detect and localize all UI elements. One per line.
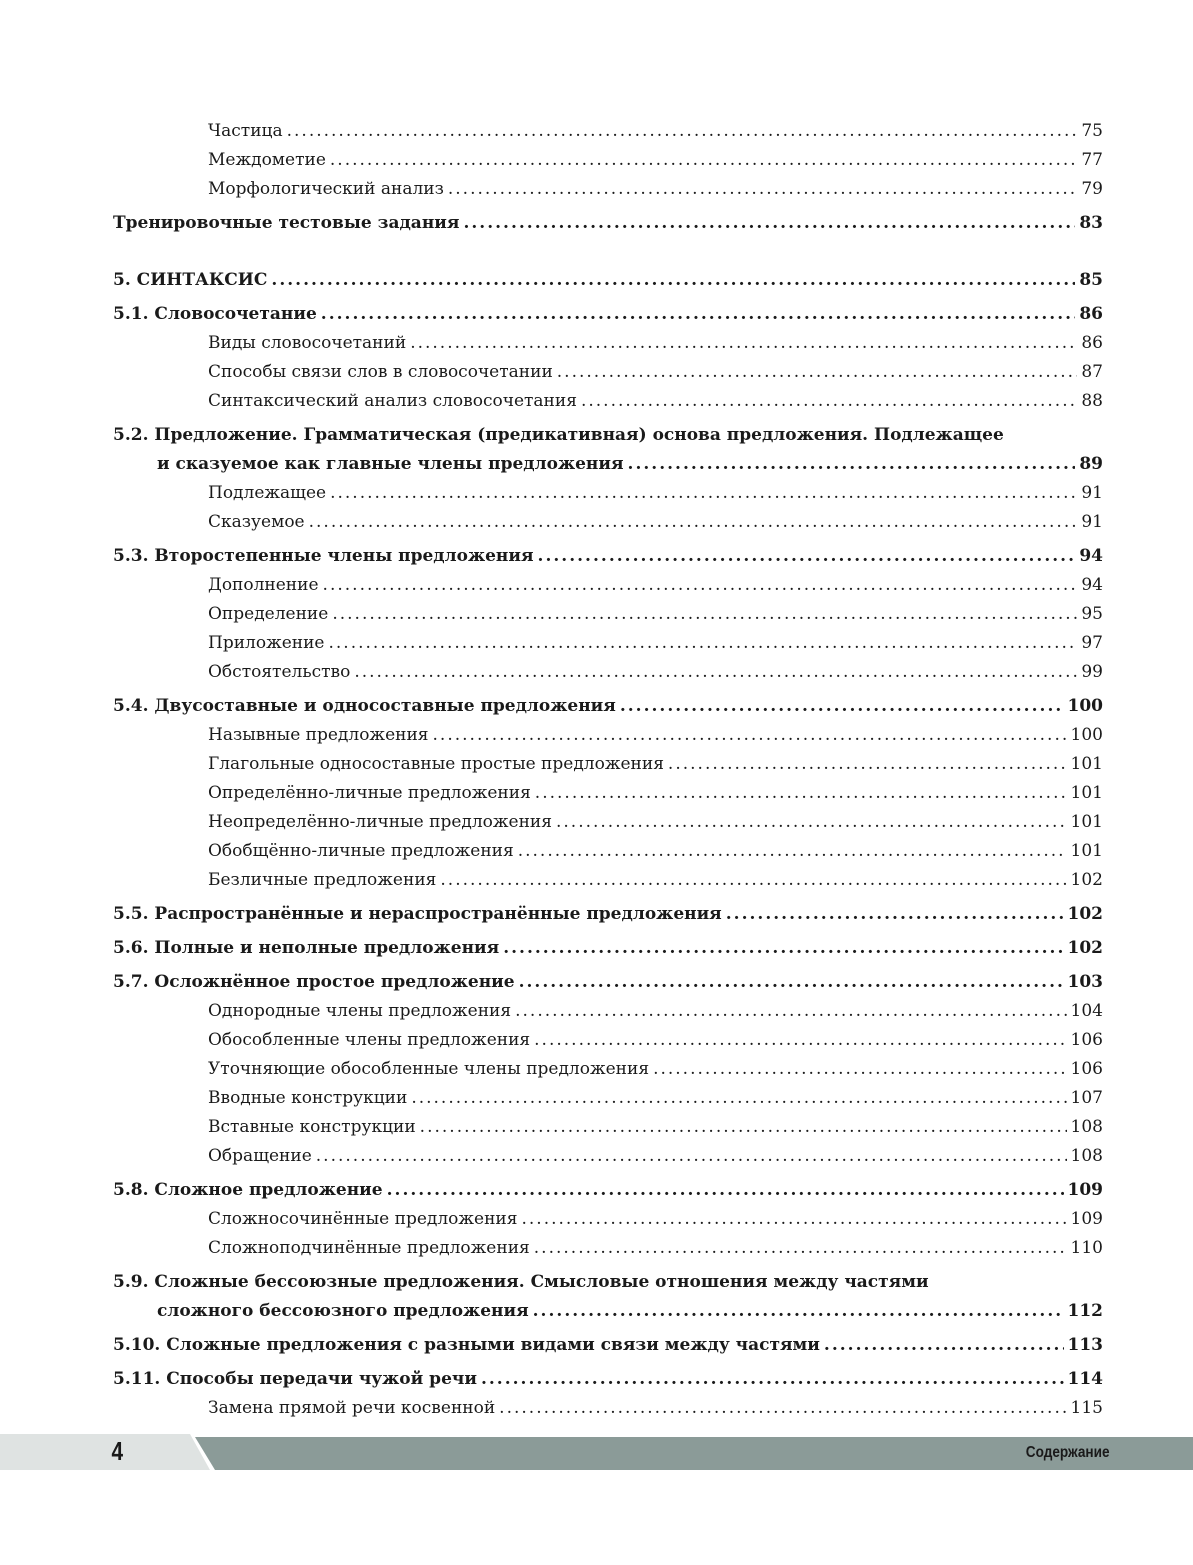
toc-entry[interactable] bbox=[113, 808, 1103, 837]
toc-entry-title: Однородные члены предложения bbox=[208, 1001, 512, 1021]
dot-leader bbox=[534, 1234, 1067, 1263]
toc-entry[interactable] bbox=[113, 542, 1103, 571]
toc-entry[interactable] bbox=[113, 571, 1103, 600]
toc-entry[interactable] bbox=[113, 1026, 1103, 1055]
toc-entry[interactable] bbox=[113, 508, 1103, 537]
dot-leader bbox=[535, 779, 1067, 808]
toc-entry[interactable] bbox=[113, 866, 1103, 895]
toc-page-number: 102 bbox=[1067, 904, 1103, 924]
toc-entry[interactable] bbox=[113, 997, 1103, 1026]
toc-page-number: 97 bbox=[1081, 633, 1103, 653]
toc-page-number: 101 bbox=[1070, 754, 1103, 774]
toc-entry[interactable] bbox=[113, 692, 1103, 721]
toc-entry-title: 5.2. Предложение. Грамматическая (предикативная) основа предложения. Подлежащее bbox=[113, 425, 1004, 445]
dot-leader bbox=[534, 1026, 1066, 1055]
toc-entry[interactable] bbox=[113, 266, 1103, 295]
dot-leader bbox=[321, 300, 1076, 329]
toc-entry-continuation[interactable] bbox=[113, 450, 1103, 479]
toc-page-number: 101 bbox=[1070, 841, 1103, 861]
toc-page-number: 103 bbox=[1067, 972, 1103, 992]
toc-page-number: 113 bbox=[1067, 1335, 1103, 1355]
toc-entry-title: 5.9. Сложные бессоюзные предложения. Смысловые отношения между частями bbox=[113, 1272, 929, 1292]
toc-page-number: 99 bbox=[1081, 662, 1103, 682]
dot-leader bbox=[323, 571, 1078, 600]
toc-entry[interactable] bbox=[113, 934, 1103, 963]
toc-entry-title: Неопределённо-личные предложения bbox=[208, 812, 552, 832]
toc-entry-title: Сложносочинённые предложения bbox=[208, 1209, 518, 1229]
running-title: Содержание bbox=[1026, 1444, 1110, 1461]
dot-leader bbox=[538, 542, 1076, 571]
dot-leader bbox=[481, 1365, 1064, 1394]
toc-page-number: 104 bbox=[1070, 1001, 1103, 1021]
toc-entry-title: Виды словосочетаний bbox=[208, 333, 407, 353]
toc-entry-title: 5.7. Осложнённое простое предложение bbox=[113, 972, 515, 992]
dot-leader bbox=[533, 1297, 1064, 1326]
toc-entry-title: Замена прямой речи косвенной bbox=[208, 1398, 496, 1418]
dot-leader bbox=[556, 808, 1067, 837]
toc-entry-title-continuation: сложного бессоюзного предложения bbox=[157, 1301, 529, 1321]
toc-entry-title: Безличные предложения bbox=[208, 870, 437, 890]
toc-entry[interactable] bbox=[113, 387, 1103, 416]
dot-leader bbox=[668, 750, 1067, 779]
dot-leader bbox=[271, 266, 1075, 295]
dot-leader bbox=[329, 629, 1078, 658]
toc-entry[interactable] bbox=[113, 479, 1103, 508]
toc-entry-title: Морфологический анализ bbox=[208, 179, 444, 199]
toc-page-number: 109 bbox=[1070, 1209, 1103, 1229]
dot-leader bbox=[287, 117, 1078, 146]
dot-leader bbox=[433, 721, 1067, 750]
dot-leader bbox=[354, 658, 1077, 687]
toc-page-number: 79 bbox=[1081, 179, 1103, 199]
toc-page-number: 89 bbox=[1079, 454, 1103, 474]
dot-leader bbox=[557, 358, 1078, 387]
toc-entry[interactable] bbox=[113, 900, 1103, 929]
toc-page-number: 100 bbox=[1070, 725, 1103, 745]
dot-leader bbox=[316, 1142, 1067, 1171]
toc-entry-continuation[interactable] bbox=[113, 1297, 1103, 1326]
toc-entry-title: Тренировочные тестовые задания bbox=[113, 213, 460, 233]
toc-page-number: 83 bbox=[1079, 213, 1103, 233]
toc-entry[interactable] bbox=[113, 117, 1103, 146]
dot-leader bbox=[440, 866, 1066, 895]
toc-page-number: 86 bbox=[1081, 333, 1103, 353]
toc-page-number: 102 bbox=[1070, 870, 1103, 890]
toc-entry-title: Частица bbox=[208, 121, 283, 141]
dot-leader bbox=[518, 837, 1067, 866]
dot-leader bbox=[332, 600, 1077, 629]
toc-entry[interactable] bbox=[113, 1176, 1103, 1205]
toc-entry-title: Способы связи слов в словосочетании bbox=[208, 362, 553, 382]
dot-leader bbox=[330, 146, 1077, 175]
toc-entry-title: 5.3. Второстепенные члены предложения bbox=[113, 546, 534, 566]
dot-leader bbox=[410, 329, 1077, 358]
toc-entry-title: 5. СИНТАКСИС bbox=[113, 270, 268, 290]
toc-page-number: 100 bbox=[1067, 696, 1103, 716]
toc-entry[interactable] bbox=[113, 175, 1103, 204]
dot-leader bbox=[463, 209, 1075, 238]
toc-entry[interactable] bbox=[113, 1142, 1103, 1171]
toc-entry[interactable] bbox=[113, 600, 1103, 629]
toc-entry-title: Вставные конструкции bbox=[208, 1117, 416, 1137]
toc-page-number: 77 bbox=[1081, 150, 1103, 170]
toc-page-number: 115 bbox=[1070, 1398, 1103, 1418]
toc-page-number: 75 bbox=[1081, 121, 1103, 141]
dot-leader bbox=[330, 479, 1077, 508]
toc-page-number: 102 bbox=[1067, 938, 1103, 958]
toc-entry[interactable] bbox=[113, 146, 1103, 175]
toc-entry-title: Подлежащее bbox=[208, 483, 327, 503]
toc-entry[interactable] bbox=[113, 1394, 1103, 1423]
toc-entry[interactable] bbox=[113, 1055, 1103, 1084]
toc-entry[interactable] bbox=[113, 779, 1103, 808]
toc-entry[interactable] bbox=[113, 1084, 1103, 1113]
toc-entry-title: Сказуемое bbox=[208, 512, 305, 532]
toc-page-number: 87 bbox=[1081, 362, 1103, 382]
toc-page-number: 95 bbox=[1081, 604, 1103, 624]
toc-page-number: 88 bbox=[1081, 391, 1103, 411]
toc-page-number: 94 bbox=[1081, 575, 1103, 595]
toc-entry-title: Синтаксический анализ словосочетания bbox=[208, 391, 577, 411]
dot-leader bbox=[420, 1113, 1067, 1142]
page-number: 4 bbox=[111, 1436, 124, 1466]
toc-entry-title: 5.5. Распространённые и нераспространённые предложения bbox=[113, 904, 722, 924]
toc-entry-title: 5.10. Сложные предложения с разными видами связи между частями bbox=[113, 1335, 820, 1355]
toc-entry[interactable] bbox=[113, 358, 1103, 387]
toc-entry-title: Определённо-личные предложения bbox=[208, 783, 531, 803]
toc-entry-title: Обращение bbox=[208, 1146, 312, 1166]
toc-entry-title: Обособленные члены предложения bbox=[208, 1030, 531, 1050]
dot-leader bbox=[499, 1394, 1066, 1423]
toc-page-number: 110 bbox=[1070, 1238, 1103, 1258]
toc-entry-title: Дополнение bbox=[208, 575, 319, 595]
toc-entry-title: Глагольные односоставные простые предложения bbox=[208, 754, 664, 774]
toc-page-number: 106 bbox=[1070, 1059, 1103, 1079]
toc-page-number: 109 bbox=[1067, 1180, 1103, 1200]
toc-entry[interactable] bbox=[113, 329, 1103, 358]
toc-entry-title: Назывные предложения bbox=[208, 725, 429, 745]
toc-page-number: 101 bbox=[1070, 783, 1103, 803]
toc-entry-title: Междометие bbox=[208, 150, 326, 170]
toc-page-number: 114 bbox=[1067, 1369, 1103, 1389]
toc-page-number: 91 bbox=[1081, 483, 1103, 503]
dot-leader bbox=[620, 692, 1064, 721]
toc-entry[interactable] bbox=[113, 658, 1103, 687]
toc-page-number: 85 bbox=[1079, 270, 1103, 290]
dot-leader bbox=[387, 1176, 1064, 1205]
page-footer bbox=[0, 1434, 1193, 1470]
toc-page-number: 101 bbox=[1070, 812, 1103, 832]
toc-entry-title: Определение bbox=[208, 604, 329, 624]
toc-entry-title: Уточняющие обособленные члены предложения bbox=[208, 1059, 650, 1079]
toc-entry-title-continuation: и сказуемое как главные члены предложения bbox=[157, 454, 624, 474]
dot-leader bbox=[515, 997, 1066, 1026]
toc-entry[interactable] bbox=[113, 1268, 1103, 1297]
page-number-tab bbox=[0, 1434, 210, 1470]
toc-entry[interactable] bbox=[113, 1113, 1103, 1142]
dot-leader bbox=[309, 508, 1078, 537]
toc-page-number: 106 bbox=[1070, 1030, 1103, 1050]
toc-entry[interactable] bbox=[113, 968, 1103, 997]
toc-entry-title: 5.6. Полные и неполные предложения bbox=[113, 938, 500, 958]
toc-page-number: 108 bbox=[1070, 1117, 1103, 1137]
dot-leader bbox=[503, 934, 1063, 963]
toc-entry-title: Приложение bbox=[208, 633, 325, 653]
dot-leader bbox=[521, 1205, 1066, 1234]
toc-entry[interactable] bbox=[113, 629, 1103, 658]
dot-leader bbox=[653, 1055, 1066, 1084]
table-of-contents bbox=[113, 117, 1103, 1423]
dot-leader bbox=[726, 900, 1064, 929]
toc-entry-title: 5.11. Способы передачи чужой речи bbox=[113, 1369, 477, 1389]
toc-entry[interactable] bbox=[113, 209, 1103, 238]
toc-entry-title: Обстоятельство bbox=[208, 662, 351, 682]
toc-entry[interactable] bbox=[113, 300, 1103, 329]
toc-entry-title: 5.1. Словосочетание bbox=[113, 304, 317, 324]
toc-entry[interactable] bbox=[113, 1205, 1103, 1234]
dot-leader bbox=[628, 450, 1076, 479]
toc-entry[interactable] bbox=[113, 750, 1103, 779]
toc-entry[interactable] bbox=[113, 721, 1103, 750]
toc-entry-title: 5.4. Двусоставные и односоставные предложения bbox=[113, 696, 616, 716]
toc-page-number: 91 bbox=[1081, 512, 1103, 532]
toc-entry-title: 5.8. Сложное предложение bbox=[113, 1180, 383, 1200]
toc-page-number: 112 bbox=[1067, 1301, 1103, 1321]
toc-entry[interactable] bbox=[113, 421, 1103, 450]
toc-page-number: 107 bbox=[1070, 1088, 1103, 1108]
toc-entry-title: Обобщённо-личные предложения bbox=[208, 841, 514, 861]
dot-leader bbox=[411, 1084, 1066, 1113]
toc-entry-title: Сложноподчинённые предложения bbox=[208, 1238, 530, 1258]
toc-page-number: 108 bbox=[1070, 1146, 1103, 1166]
toc-page-number: 86 bbox=[1079, 304, 1103, 324]
toc-entry-title: Вводные конструкции bbox=[208, 1088, 408, 1108]
toc-entry[interactable] bbox=[113, 1331, 1103, 1360]
dot-leader bbox=[448, 175, 1078, 204]
dot-leader bbox=[581, 387, 1077, 416]
toc-entry[interactable] bbox=[113, 1234, 1103, 1263]
toc-page-number: 94 bbox=[1079, 546, 1103, 566]
toc-entry[interactable] bbox=[113, 837, 1103, 866]
dot-leader bbox=[519, 968, 1064, 997]
toc-entry[interactable] bbox=[113, 1365, 1103, 1394]
dot-leader bbox=[824, 1331, 1064, 1360]
